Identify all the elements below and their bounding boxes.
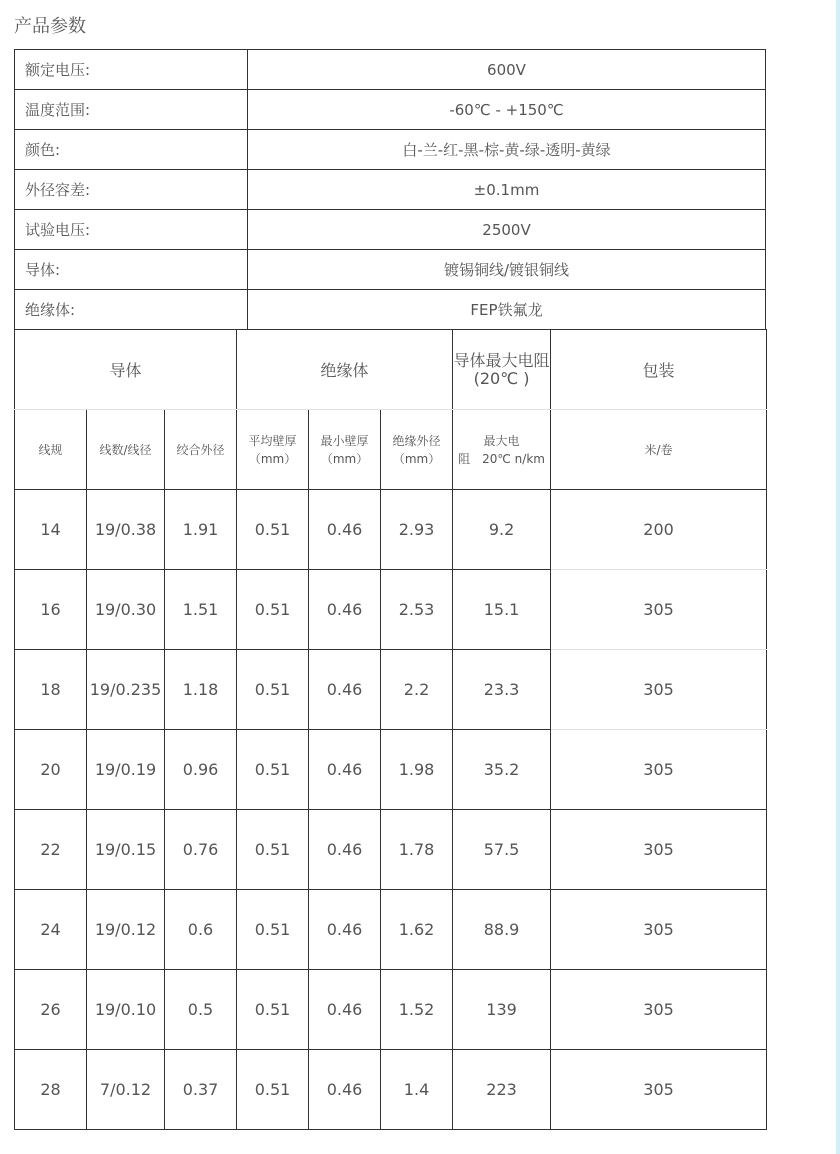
spec-label: 颜色:: [15, 130, 248, 170]
cell-gauge: 20: [15, 730, 87, 810]
col-header-gauge: 线规: [15, 410, 87, 490]
spec-row-conductor: [15, 250, 766, 290]
cell-gauge: 16: [15, 570, 87, 650]
table-row: [15, 730, 767, 810]
cell-ins-od: 1.78: [381, 810, 453, 890]
cell-strands: 19/0.30: [87, 570, 165, 650]
group-header-conductor: 导体: [15, 330, 237, 410]
col-header-ins-od-line1: 绝缘外径: [392, 433, 441, 448]
cell-resistance: 15.1: [453, 570, 551, 650]
col-header-min-wall-line2: （mm）: [320, 451, 369, 466]
col-header-min-wall-line1: 最小壁厚: [320, 433, 369, 448]
col-header-avg-wall-line1: 平均壁厚: [248, 433, 297, 448]
cell-avg-wall: 0.51: [237, 730, 309, 810]
cell-gauge: 24: [15, 890, 87, 970]
spec-label: 外径容差:: [15, 170, 248, 210]
dimension-table: [14, 329, 767, 1130]
spec-value: 600V: [248, 50, 766, 90]
cell-resistance: 57.5: [453, 810, 551, 890]
cell-packaging: 305: [551, 570, 767, 650]
spec-row-temperature-range: [15, 90, 766, 130]
cell-packaging: 305: [551, 730, 767, 810]
table-row: [15, 490, 767, 570]
spec-row-colors: [15, 130, 766, 170]
cell-stranded-od: 0.37: [165, 1050, 237, 1130]
cell-stranded-od: 0.5: [165, 970, 237, 1050]
cell-stranded-od: 0.6: [165, 890, 237, 970]
cell-packaging: 305: [551, 810, 767, 890]
group-header-packaging: 包装: [551, 330, 767, 410]
table-row: [15, 570, 767, 650]
cell-stranded-od: 1.91: [165, 490, 237, 570]
cell-gauge: 22: [15, 810, 87, 890]
spec-label: 导体:: [15, 250, 248, 290]
cell-ins-od: 2.93: [381, 490, 453, 570]
cell-ins-od: 1.98: [381, 730, 453, 810]
cell-resistance: 23.3: [453, 650, 551, 730]
col-header-ins-od: [381, 410, 453, 490]
spec-label: 温度范围:: [15, 90, 248, 130]
section-heading: 产品参数: [14, 16, 86, 37]
cell-min-wall: 0.46: [309, 1050, 381, 1130]
cell-ins-od: 1.4: [381, 1050, 453, 1130]
cell-resistance: 139: [453, 970, 551, 1050]
table-row: [15, 890, 767, 970]
col-header-max-resistance-line1: 最大电: [483, 433, 520, 448]
cell-strands: 19/0.12: [87, 890, 165, 970]
cell-gauge: 18: [15, 650, 87, 730]
cell-avg-wall: 0.51: [237, 890, 309, 970]
col-header-avg-wall: [237, 410, 309, 490]
cell-resistance: 9.2: [453, 490, 551, 570]
table-row: [15, 1050, 767, 1130]
cell-min-wall: 0.46: [309, 570, 381, 650]
cell-gauge: 26: [15, 970, 87, 1050]
cell-packaging: 305: [551, 890, 767, 970]
spec-row-test-voltage: [15, 210, 766, 250]
page-right-border: [836, 0, 840, 1154]
cell-resistance: 35.2: [453, 730, 551, 810]
cell-gauge: 28: [15, 1050, 87, 1130]
cell-packaging: 305: [551, 970, 767, 1050]
cell-min-wall: 0.46: [309, 730, 381, 810]
col-header-stranded-od: 绞合外径: [165, 410, 237, 490]
cell-packaging: 200: [551, 490, 767, 570]
cell-stranded-od: 1.18: [165, 650, 237, 730]
spec-value: ±0.1mm: [248, 170, 766, 210]
col-header-avg-wall-line2: （mm）: [248, 451, 297, 466]
cell-ins-od: 1.52: [381, 970, 453, 1050]
col-header-max-resistance-line2: 阻 20℃ n/km: [458, 451, 545, 466]
spec-row-insulation: [15, 290, 766, 330]
cell-stranded-od: 1.51: [165, 570, 237, 650]
table-row: [15, 810, 767, 890]
col-header-meters-per-roll: 米/卷: [551, 410, 767, 490]
cell-packaging: 305: [551, 650, 767, 730]
cell-ins-od: 1.62: [381, 890, 453, 970]
spec-table: [14, 49, 766, 330]
cell-strands: 19/0.19: [87, 730, 165, 810]
cell-strands: 19/0.15: [87, 810, 165, 890]
cell-avg-wall: 0.51: [237, 810, 309, 890]
spec-value: 白-兰-红-黑-棕-黄-绿-透明-黄绿: [248, 130, 766, 170]
group-header-resistance-line2: (20℃ ): [473, 368, 530, 388]
spec-value: 镀锡铜线/镀银铜线: [248, 250, 766, 290]
cell-resistance: 223: [453, 1050, 551, 1130]
cell-packaging: 305: [551, 1050, 767, 1130]
spec-value: -60℃ - +150℃: [248, 90, 766, 130]
cell-ins-od: 2.53: [381, 570, 453, 650]
cell-resistance: 88.9: [453, 890, 551, 970]
spec-value: 2500V: [248, 210, 766, 250]
table-row: [15, 650, 767, 730]
spec-label: 额定电压:: [15, 50, 248, 90]
group-header-insulation: 绝缘体: [237, 330, 453, 410]
cell-strands: 19/0.235: [87, 650, 165, 730]
col-header-ins-od-line2: （mm）: [392, 451, 441, 466]
group-header-resistance-line1: 导体最大电阻: [453, 350, 550, 370]
cell-stranded-od: 0.76: [165, 810, 237, 890]
cell-avg-wall: 0.51: [237, 570, 309, 650]
cell-min-wall: 0.46: [309, 890, 381, 970]
cell-avg-wall: 0.51: [237, 1050, 309, 1130]
cell-strands: 19/0.10: [87, 970, 165, 1050]
col-header-strands: 线数/线径: [87, 410, 165, 490]
spec-row-rated-voltage: [15, 50, 766, 90]
spec-label: 试验电压:: [15, 210, 248, 250]
cell-min-wall: 0.46: [309, 970, 381, 1050]
cell-min-wall: 0.46: [309, 650, 381, 730]
cell-ins-od: 2.2: [381, 650, 453, 730]
cell-min-wall: 0.46: [309, 810, 381, 890]
cell-avg-wall: 0.51: [237, 490, 309, 570]
spec-value: FEP铁氟龙: [248, 290, 766, 330]
cell-avg-wall: 0.51: [237, 970, 309, 1050]
spec-row-od-tolerance: [15, 170, 766, 210]
cell-avg-wall: 0.51: [237, 650, 309, 730]
column-header-row: [15, 410, 767, 490]
cell-strands: 19/0.38: [87, 490, 165, 570]
cell-gauge: 14: [15, 490, 87, 570]
cell-stranded-od: 0.96: [165, 730, 237, 810]
col-header-max-resistance: [453, 410, 551, 490]
spec-label: 绝缘体:: [15, 290, 248, 330]
table-row: [15, 970, 767, 1050]
cell-strands: 7/0.12: [87, 1050, 165, 1130]
group-header-row: [15, 330, 767, 410]
col-header-min-wall: [309, 410, 381, 490]
group-header-resistance: [453, 330, 551, 410]
cell-min-wall: 0.46: [309, 490, 381, 570]
